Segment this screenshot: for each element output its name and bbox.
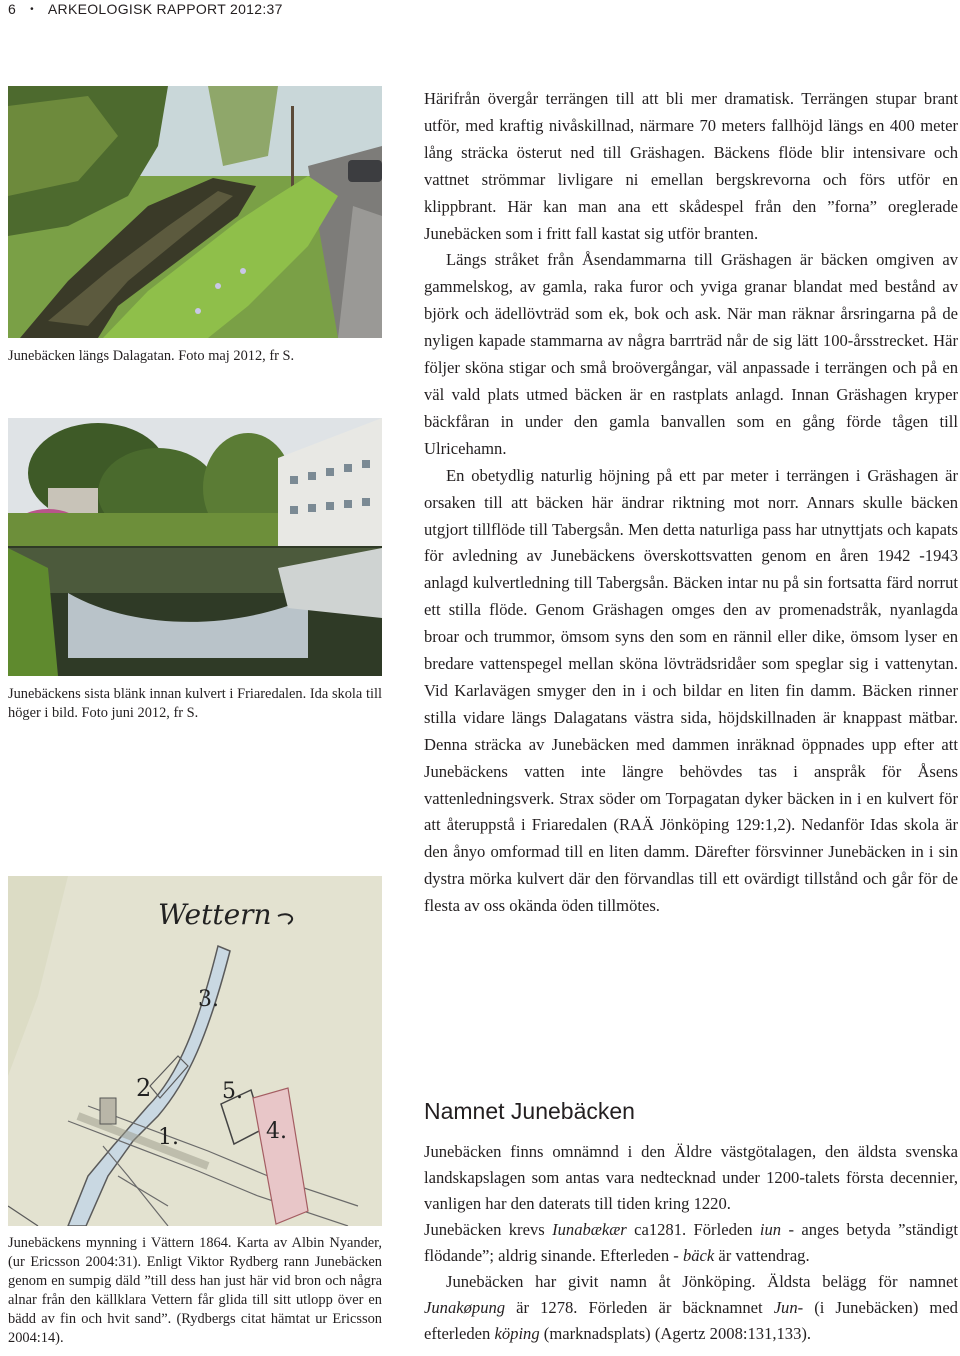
header-bullet: • <box>30 3 34 15</box>
italic-term: Jun- <box>773 1298 804 1317</box>
italic-term: Junakøpung <box>424 1298 506 1317</box>
text-run: (i Junebäcken) med efterleden <box>424 1298 958 1343</box>
figure-2-caption: Junebäckens sista blänk innan kulvert i Friaredalen. Ida skola till höger i bild. Foto juni 2012, fr S. <box>8 686 382 721</box>
text-run: ca1281. Förleden <box>626 1220 760 1239</box>
paragraph <box>424 1269 958 1347</box>
section-heading: Namnet Junebäcken <box>424 1098 635 1124</box>
page-number: 6 <box>8 1 17 17</box>
section-text <box>424 1139 958 1347</box>
text-run: är 1278. Förleden är bäcknamnet <box>505 1298 774 1317</box>
main-text <box>424 86 958 920</box>
map-label-wettern: Wettern <box>158 898 272 931</box>
paragraph <box>424 1217 958 1269</box>
paragraph: En obetydlig naturlig höjning på ett par meter i terrängen i Gräshagen är orsaken till att bäcken här ändrar riktning mot norr. Annars skulle bäcken utgjort tillflöde till Tabergsån. Men detta naturliga pass har utnyttjats och kapats för avledning av Junebäckens överskottsvatten genom en åren 1942 -1943 anlagd kulvertledning till Tabergsån. Bäcken intar nu på sin fortsatta färd norrut ett stilla flöde. Genom Gräshagen omges den av promenadstråk, nyanlagda broar och trummor, ömsom syns den som en rännil eller dike, ömsom lyser en bredare vattenspegel mellan sköna lövträdsridåer som speglar sig i vattenytan. Vid Karlavägen smyger den in i och bildar en liten fin damm. Bäcken rinner stilla vidare längs Dalagatans västra sida, höjdskillnaden är knappast mätbar. Denna sträcka av Junebäcken med dammen inräknad öppnades upp efter att Junebäckens vatten inte längre behövdes tas i anspråk för Åsens vattenledningsverk. Strax söder om Torpagatan dyker bäcken in i en kulvert för att återuppstå i Friaredalen (RAÄ Jönköping 129:1,2). Nedanför Idas skola är den ånyo omformad till en liten damm. Därefter försvinner Junebäcken in i sin dystra mörka kulvert där den förvandlas till ett ovärdigt tillstånd och går för de flesta av oss okända öden tillmötes. <box>424 465 958 916</box>
italic-term: Iunabækær <box>552 1220 627 1239</box>
text-run: - anges betyda ”ständigt flödande”; aldrig sinande. Efterleden - <box>424 1220 958 1265</box>
running-header <box>8 0 283 18</box>
italic-term: bäck <box>682 1246 715 1265</box>
map-label-3: 3. <box>198 987 219 1012</box>
text-run: Junebäcken krevs <box>424 1220 553 1239</box>
italic-term: köping <box>494 1324 540 1343</box>
figure-3-caption: Junebäckens mynning i Vättern 1864. Karta av Albin Nyander, (ur Ericsson 2004:31). Enligt Viktor Rydberg rann Junebäcken genom en sumpig däld ”till dess han just här vid bron och några alnar från den källklara Vettern får glida till sitt utlopp över en bädd av fin och hvit sand”. (Rydbergs citat hämtat ur Ericsson 2004:14). <box>8 1235 382 1346</box>
figure-1-caption: Junebäcken längs Dalagatan. Foto maj 2012, fr S. <box>8 348 295 364</box>
map-label-5: 5. <box>222 1079 243 1104</box>
map-label-2: 2 <box>136 1074 152 1102</box>
paragraph: Junebäcken finns omnämnd i den Äldre västgötalagen, den äldsta svenska landskapslagen som antas vara nedtecknad under 1200-talets första decennier, vanligen har den daterats till tiden kring 1220. <box>424 1142 958 1213</box>
italic-term: iun <box>759 1220 782 1239</box>
photo-junebacken-dalagatan <box>8 86 382 338</box>
historic-map-1864 <box>8 876 382 1226</box>
photo-friaredalen-pond <box>8 418 382 676</box>
text-run: Junebäcken har givit namn åt Jönköping. Äldsta belägg för namnet <box>446 1272 958 1291</box>
running-title: ARKEOLOGISK RAPPORT 2012:37 <box>47 1 283 17</box>
text-run: (marknadsplats) (Agertz 2008:131,133). <box>539 1324 812 1343</box>
paragraph: Härifrån övergår terrängen till att bli mer dramatisk. Terrängen stupar brant utför, med kraftig nivåskillnad, närmare 70 meters fallhöjd längs en 400 meter lång sträcka österut ned till Gräshagen. Bäckens flöde blir intensivare och vattnet strömmar livligare ni emellan bergskrevorna och förs utför en klippbrant. Här kan man ana ett skådespel från den ”forna” oreglerade Junebäcken som i fritt fall kastat sig utför branten. <box>424 89 958 243</box>
paragraph: Längs stråket från Åsendammarna till Gräshagen är bäcken omgiven av gammelskog, av gamla, raka furor och yviga granar blandat med bestånd av björk och ädellövträd som ek, bok och ask. När man räknar årsringarna på de nyligen kapade stammarna av några barrträd når de sig lätt 100-årsstrecket. Här följer sköna stigar och små broövergångar, väl anpassade i terrängen och på en väl vald plats utmed bäcken är en rastplats anlagd. Innan Gräshagen kryper bäckfåran in under den gamla banvallen som en gång förde tågen till Ulricehamn. <box>424 250 958 458</box>
text-run: är vattendrag. <box>714 1246 810 1265</box>
map-label-4: 4. <box>266 1119 287 1144</box>
map-label-1: 1. <box>158 1125 179 1150</box>
